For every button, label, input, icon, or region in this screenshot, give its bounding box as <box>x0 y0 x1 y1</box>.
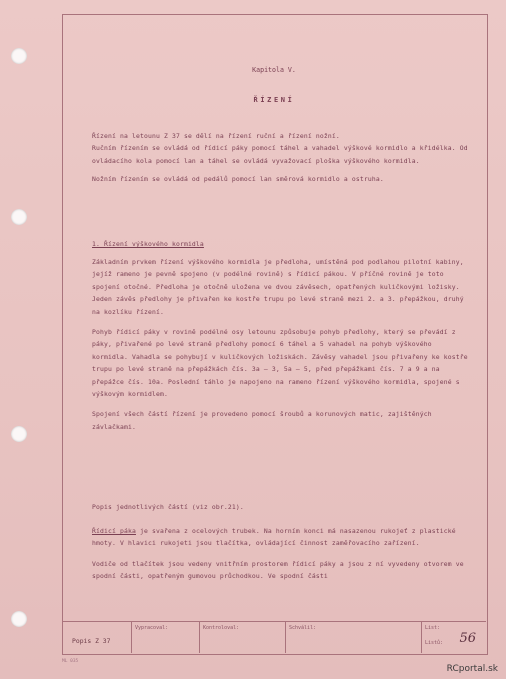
footer-sheet-cell <box>422 622 486 653</box>
binder-hole <box>11 209 27 225</box>
watermark: RCportal.sk <box>446 664 498 674</box>
binder-hole <box>11 611 27 627</box>
footer-sheet-label: List: <box>425 625 441 631</box>
footer-sheets-label: Listů: <box>425 640 444 646</box>
chapter-title: ŘÍZENÍ <box>253 96 295 104</box>
footer-doc-name: Popis Z 37 <box>72 637 111 645</box>
section-heading <box>92 238 470 250</box>
parts-body <box>92 525 470 583</box>
page-number: 56 <box>459 631 476 646</box>
term-description: je svařena z ocelových trubek. Na horním konci má nasazenou rukojeť z plastické hmoty. V hlavici rukojeti jsou tlačítka, ovládající činnost zaměřovacího zařízení. <box>92 527 456 548</box>
section-body <box>92 256 470 433</box>
intro-paragraph: Řízení na letounu Z 37 se dělí na řízení ruční a řízení nožní. <box>92 132 340 140</box>
footer-approved-label: Schválil: <box>289 625 317 631</box>
parts-paragraph: Vodiče od tlačítek jsou vedeny vnitřním prostorem řídicí páky a jsou z ní vyvedeny otvorem ve spodní části, opatřeným gumovou průchodkou. Ve spodní části <box>92 559 464 581</box>
intro-block <box>92 130 470 186</box>
term-label: Řídicí páka <box>92 527 136 535</box>
footer-prepared-label: Vypracoval: <box>135 625 169 631</box>
footer-checked-cell <box>200 622 286 653</box>
chapter-label: Kapitola V. <box>252 66 296 74</box>
binder-hole <box>11 48 27 64</box>
body-paragraph: Spojení všech částí řízení je provedeno pomocí šroubů a korunových matic, zajištěných závlačkami. <box>92 410 432 431</box>
binder-hole <box>11 426 27 442</box>
print-stamp: ML 035 <box>62 659 79 664</box>
footer-checked-label: Kontroloval: <box>203 625 240 631</box>
footer-approved-cell <box>286 622 422 653</box>
intro-paragraph: Nožním řízením se ovládá od pedálů pomocí lan směrová kormidlo a ostruha. <box>92 175 384 184</box>
title-block <box>62 621 486 653</box>
footer-prepared-cell <box>132 622 200 653</box>
body-paragraph: Pohyb řídicí páky v rovině podélné osy letounu způsobuje pohyb předlohy, který se převádí z páky, přivařené po levé straně předlohy pomocí 6 táhel a 5 vahadel na pohyb výškového kormidla. Vahadla se pohybují v kuličkových ložiskách. Závěsy vahadel jsou přivařeny ke kostře trupu po levé straně na přepážkách čís. 3a – 3, 5a – 5, před přepážkami čís. 7 a 9 a na přepážce čís. 10a. Poslední táhlo je napojeno na rameno řízení výškového kormidla, spojené s výškovým kormidlem. <box>92 328 468 399</box>
intro-paragraph: Ručním řízením se ovládá od řídicí páky pomocí táhel a vahadel výškové kormidlo a křidélka. Od ovládacího kola pomocí lan a táhel se ovládá vyvažovací ploška výškového kormidla. <box>92 144 468 165</box>
parts-heading: Popis jednotlivých částí (viz obr.21). <box>92 503 244 511</box>
body-paragraph: Základním prvkem řízení výškového kormidla je předloha, umístěná pod podlahou pilotní kabiny, jejíž rameno je pevně spojeno (v podélné rovině) s řídicí pákou. V příčné rovině je toto spojení otočné. Předloha je otočně uložena ve dvou závěsech, opatřených kuličkovými ložisky. Jeden závěs předlohy je přivařen ke kostře trupu po levé straně mezi 2. a 3. přepážkou, druhý na kozlíku řízení. <box>92 258 464 316</box>
parts-paragraph <box>92 525 470 550</box>
footer-doc-cell <box>62 622 132 653</box>
section-heading-text: 1. Řízení výškového kormidla <box>92 240 204 248</box>
